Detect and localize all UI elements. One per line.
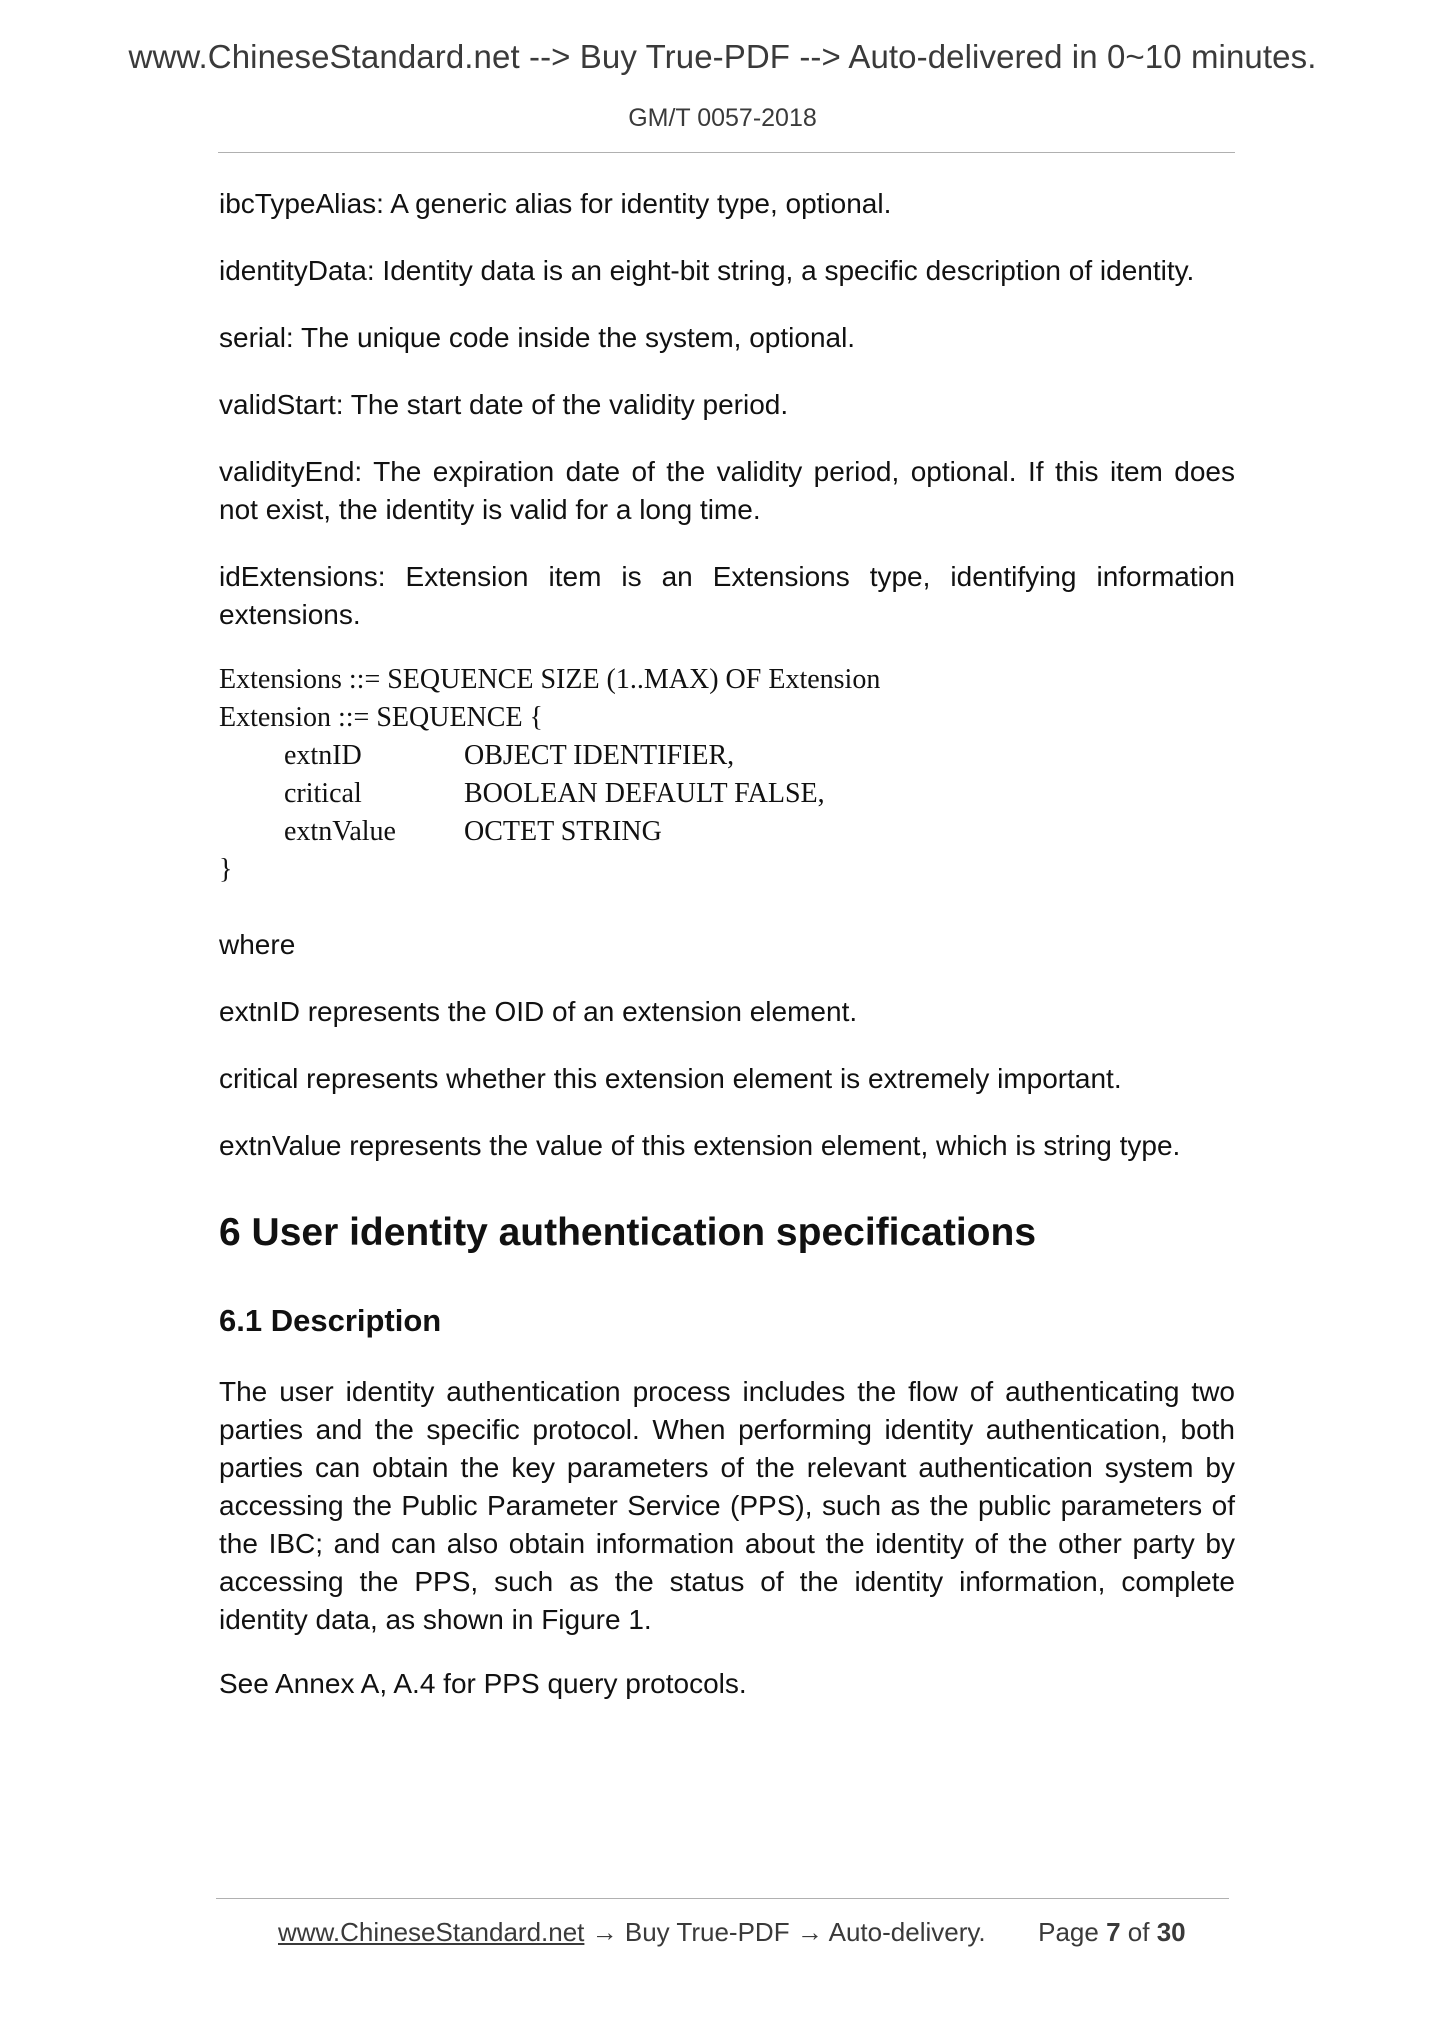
- header-banner: www.ChineseStandard.net --> Buy True-PDF --> Auto-delivered in 0~10 minutes.: [128, 38, 1317, 75]
- asn1-field-row: [219, 813, 1235, 851]
- footer-buy-text: Buy True-PDF: [624, 1917, 790, 1947]
- asn1-field-row: [219, 737, 1235, 775]
- asn1-field-name: extnID: [284, 740, 362, 771]
- definition-idextensions: idExtensions: Extension item is an Extensions type, identifying information extensions.: [219, 561, 1235, 630]
- asn1-field-type: OBJECT IDENTIFIER,: [464, 740, 735, 771]
- page-of-label: of: [1127, 1917, 1150, 1947]
- description-paragraph: The user identity authentication process includes the flow of authenticating two parties and the specific protocol. When performing identity authentication, both parties can obtain the key parameters of the relevant authentication system by accessing the Public Parameter Service (PPS), such as the public parameters of the IBC; and can also obtain information about the identity of the other party by accessing the PPS, such as the status of the identity information, complete identity data, as shown in Figure 1.: [219, 1376, 1235, 1635]
- asn1-closing-brace: }: [219, 854, 233, 885]
- definition-validstart: validStart: The start date of the validity period.: [219, 389, 789, 420]
- footer-site-link[interactable]: www.ChineseStandard.net: [278, 1917, 585, 1947]
- section-heading: 6 User identity authentication specifications: [219, 1211, 1037, 1254]
- annex-reference: See Annex A, A.4 for PPS query protocols.: [219, 1668, 747, 1699]
- definition-validityend: validityEnd: The expiration date of the validity period, optional. If this item does not exist, the identity is valid for a long time.: [219, 456, 1235, 525]
- header-divider: [218, 152, 1235, 153]
- definition-ibctypealias: ibcTypeAlias: A generic alias for identity type, optional.: [219, 188, 892, 219]
- description-critical: critical represents whether this extension element is extremely important.: [219, 1063, 1122, 1094]
- page-total: 30: [1156, 1917, 1186, 1947]
- asn1-line-extensions: Extensions ::= SEQUENCE SIZE (1..MAX) OF Extension: [219, 664, 881, 695]
- description-extnvalue: extnValue represents the value of this extension element, which is string type.: [219, 1130, 1181, 1161]
- arrow-right-icon: →: [796, 1917, 823, 1947]
- definition-serial: serial: The unique code inside the system, optional.: [219, 322, 856, 353]
- asn1-field-name: extnValue: [284, 816, 396, 847]
- page-current: 7: [1106, 1917, 1121, 1947]
- asn1-code-block: [219, 661, 1235, 889]
- asn1-field-name: critical: [284, 778, 362, 809]
- footer-divider: [216, 1898, 1229, 1899]
- asn1-field-row: [219, 775, 1235, 813]
- asn1-line-extension: Extension ::= SEQUENCE {: [219, 702, 543, 733]
- footer-delivery-text: Auto-delivery.: [828, 1917, 986, 1947]
- asn1-field-type: OCTET STRING: [464, 816, 662, 847]
- document-number: GM/T 0057-2018: [628, 104, 817, 132]
- arrow-right-icon: →: [591, 1917, 618, 1947]
- description-extnid: extnID represents the OID of an extension element.: [219, 996, 858, 1027]
- asn1-field-type: BOOLEAN DEFAULT FALSE,: [464, 778, 825, 809]
- footer: [278, 1917, 1186, 1948]
- page-label: Page: [1038, 1917, 1099, 1947]
- definition-identitydata: identityData: Identity data is an eight-bit string, a specific description of identity.: [219, 255, 1195, 286]
- where-label: where: [219, 929, 296, 960]
- subsection-heading: 6.1 Description: [219, 1303, 442, 1338]
